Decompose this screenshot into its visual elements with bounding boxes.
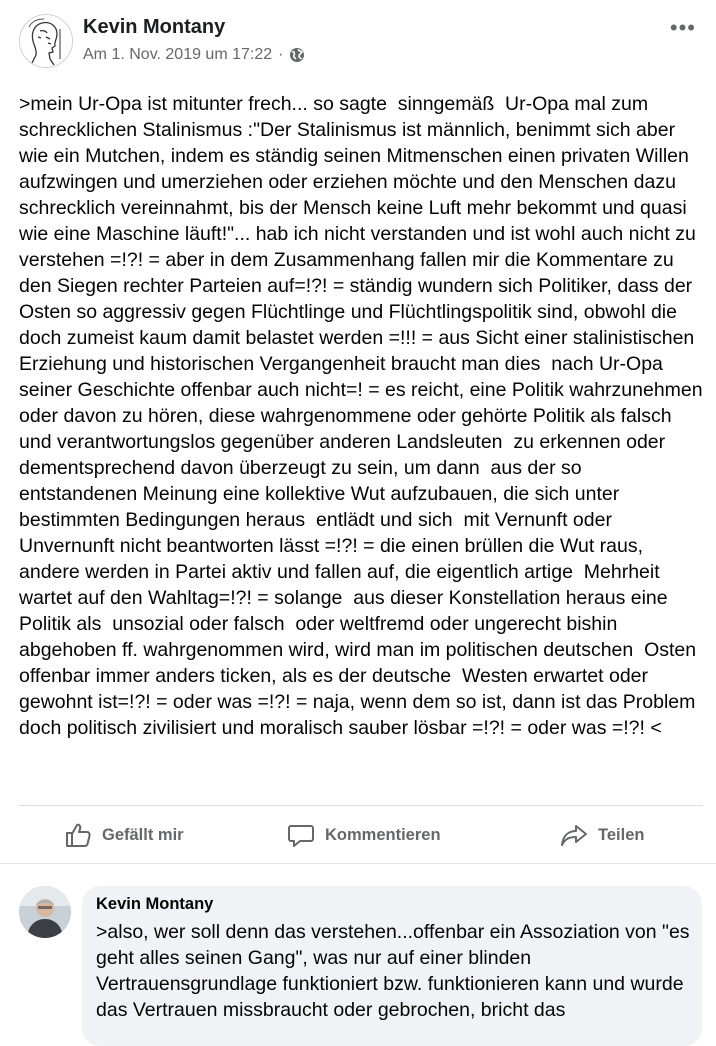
like-button[interactable] (64, 807, 184, 863)
post-header (0, 0, 716, 80)
share-label: Teilen (598, 825, 645, 844)
sketch-portrait-icon (20, 15, 72, 67)
post-meta (83, 46, 305, 64)
section-separator (0, 863, 716, 864)
comment-icon (287, 821, 315, 849)
post-actions (0, 807, 716, 863)
post-timestamp[interactable]: Am 1. Nov. 2019 um 17:22 (83, 46, 273, 63)
divider (19, 805, 703, 806)
author-name[interactable]: Kevin Montany (83, 16, 226, 38)
person-photo-icon (19, 886, 71, 938)
meta-separator: · (278, 46, 284, 63)
thumbs-up-icon (64, 821, 92, 849)
comment-button[interactable] (287, 807, 441, 863)
comment-label: Kommentieren (325, 825, 441, 844)
share-icon (560, 821, 588, 849)
more-options-icon[interactable]: ••• (669, 15, 696, 40)
like-label: Gefällt mir (102, 825, 184, 844)
author-avatar[interactable] (19, 14, 73, 68)
comment-bubble (82, 886, 702, 1046)
share-button[interactable] (560, 807, 644, 863)
globe-icon (289, 47, 305, 63)
comment-text: >also, wer soll denn das verstehen...offenbar ein Assoziation von "es geht alles seinen Gang", was nur auf einer blinden Vertrauensgrundlage funktioniert bzw. funktionieren kann und wurde das Vertrauen missbraucht oder gebrochen, bricht das (96, 921, 695, 1021)
post-text: >mein Ur-Opa ist mitunter frech... so sagte sinngemäß Ur-Opa mal zum schrecklichen Stalinismus :"Der Stalinismus ist männlich, benimmt sich aber wie ein Mutchen, indem es ständig seinen Mitmenschen einen privaten Willen aufzwingen und umerziehen oder erziehen möchte und den Menschen dazu schrecklich vereinnahmt, bis der Mensch keine Luft mehr bekommt und quasi wie eine Maschine läuft!"... hab ich nicht verstanden und ist wohl auch nicht zu verstehen =!?! = aber in dem Zusammenhang fallen mir die Kommentare zu den Siegen rechter Parteien auf=!?! = ständig wundern sich Politiker, dass der Osten so aggressiv gegen Flüchtlinge und Flüchtlingspolitik sind, obwohl die doch zumeist kaum damit belastet werden =!!! = aus Sicht einer stalinistischen Erziehung und historischen Vergangenheit braucht man dies nach Ur-Opa seiner Geschichte offenbar auch nicht=! = es reicht, eine Politik wahrzunehmen oder davon zu hören, diese wahrgenommene oder gehörte Politik als falsch und verantwortungslos gegenüber anderen Landsleuten zu erkennen oder dementsprechend davon überzeugt zu sein, um dann aus der so entstandenen Meinung eine kollektive Wut aufzubauen, die sich unter bestimmten Bedingungen heraus entlädt und sich mit Vernunft oder Unvernunft nicht beantworten lässt =!?! = die einen brüllen die Wut raus, andere werden in Partei aktiv und fallen auf, die eigentlich artige Mehrheit wartet auf den Wahltag=!?! = solange aus dieser Konstellation heraus eine Politik als unsozial oder falsch oder weltfremd oder ungerecht bishin abgehoben ff. wahrgenommen wird, wird man im politischen deutschen Osten offenbar immer anders ticken, als es der deutsche Westen erwartet oder gewohnt ist=!?! = oder was =!?! = naja, wenn dem so ist, dann ist das Problem doch politisch zivilisiert und moralisch sauber lösbar =!?! = oder was =!?! < (19, 93, 709, 739)
commenter-avatar[interactable] (19, 886, 71, 938)
comment-author[interactable]: Kevin Montany (96, 895, 214, 913)
